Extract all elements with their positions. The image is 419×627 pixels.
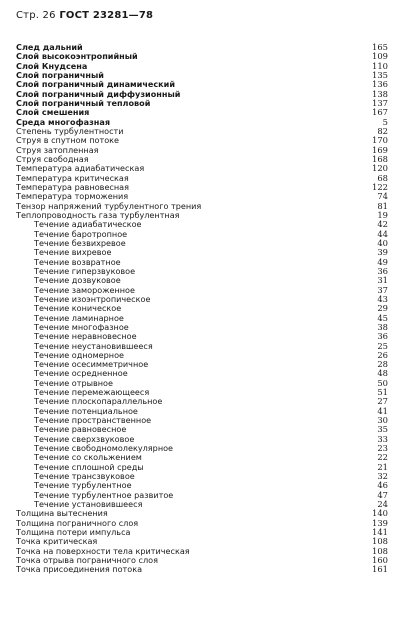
index-page-number: 170 [372, 135, 388, 146]
index-term: Течение адиабатическое [34, 219, 142, 230]
index-term: Струя затопленная [16, 144, 99, 155]
index-term: Слой пограничный тепловой [16, 97, 151, 108]
index-term: Течение перемежающееся [34, 387, 150, 398]
index-term: Слой пограничный [16, 69, 104, 80]
index-page-number: 68 [377, 172, 388, 183]
index-term: Течение безвихревое [34, 237, 126, 248]
index-page-number: 19 [377, 209, 388, 220]
index-term: Течение трансзвуковое [34, 471, 135, 482]
index-term: Течение свободномолекулярное [34, 443, 174, 454]
index-term: Слой пограничный диффузионный [16, 88, 181, 99]
index-page-number: 5 [382, 116, 388, 127]
index-term: Течение замороженное [34, 284, 135, 295]
index-page-number: 37 [377, 284, 388, 295]
index-page-number: 32 [377, 471, 388, 482]
index-page-number: 22 [377, 452, 388, 463]
index-page-number: 21 [377, 461, 388, 472]
index-term: Течение со скольжением [34, 452, 142, 463]
index-term: Теплопроводность газа турбулентная [16, 209, 180, 220]
index-page-number: 82 [377, 125, 388, 136]
index-term: Температура торможения [16, 191, 129, 202]
index-term: Течение ламинарное [34, 312, 124, 323]
index-term: Течение неустановившееся [34, 340, 153, 351]
index-term: Среда многофазная [16, 116, 111, 127]
index-term: Течение баротропное [34, 228, 128, 239]
index-page-number: 29 [377, 303, 388, 314]
index-page-number: 40 [377, 237, 388, 248]
index-page-number: 42 [377, 219, 388, 230]
index-term: Температура равновесная [16, 181, 130, 192]
index-page-number: 41 [377, 405, 388, 416]
index-term: Течение вихревое [34, 247, 112, 258]
index-term: Течение неравновесное [34, 331, 137, 342]
index-page-number: 160 [372, 555, 388, 566]
index-page-number: 50 [377, 377, 388, 388]
index-page-number: 108 [372, 545, 388, 556]
index-term: Течение потенциальное [34, 405, 138, 416]
index-term: Толщина пограничного слоя [16, 517, 139, 528]
index-page-number: 51 [377, 387, 388, 398]
index-term: Течение пространственное [34, 415, 152, 426]
page-header [16, 10, 153, 21]
page-number: Стр. 26 [16, 10, 56, 21]
index-entry [16, 565, 388, 574]
index-term: Тензор напряжений турбулентного трения [16, 200, 202, 211]
index-term: Течение гиперзвуковое [34, 265, 136, 276]
index-term: Слой Кнудсена [16, 60, 88, 71]
index-page-number: 108 [372, 536, 388, 547]
alphabetical-index [16, 43, 388, 575]
index-page-number: 38 [377, 321, 388, 332]
index-term: Степень турбулентности [16, 125, 124, 136]
index-page-number: 168 [372, 153, 388, 164]
index-page-number: 81 [377, 200, 388, 211]
index-term: Толщина вытеснения [16, 508, 108, 519]
index-page-number: 45 [377, 312, 388, 323]
index-term: Точка на поверхности тела критическая [16, 545, 190, 556]
index-term: Точка отрыва пограничного слоя [16, 555, 158, 566]
index-term: Точка критическая [16, 536, 98, 547]
index-page-number: 36 [377, 265, 388, 276]
index-page-number: 48 [377, 368, 388, 379]
index-page-number: 140 [372, 508, 388, 519]
index-page-number: 35 [377, 424, 388, 435]
index-term: Температура адиабатическая [16, 163, 145, 174]
index-page-number: 49 [377, 256, 388, 267]
index-term: Точка присоединения потока [16, 564, 143, 575]
index-page-number: 110 [372, 60, 388, 71]
index-term: Течение осесимметричное [34, 359, 149, 370]
index-term: Течение возвратное [34, 256, 121, 267]
index-term: Течение сплошной среды [34, 461, 144, 472]
index-page-number: 74 [377, 191, 388, 202]
index-term: Течение одномерное [34, 349, 125, 360]
index-page-number: 137 [372, 97, 388, 108]
index-page-number: 23 [377, 443, 388, 454]
index-page-number: 25 [377, 340, 388, 351]
index-page-number: 138 [372, 88, 388, 99]
index-page-number: 39 [377, 247, 388, 258]
index-page-number: 33 [377, 433, 388, 444]
index-term: Течение турбулентное [34, 480, 132, 491]
index-page-number: 136 [372, 79, 388, 90]
index-page-number: 122 [372, 181, 388, 192]
index-term: Течение отрывное [34, 377, 113, 388]
index-page-number: 26 [377, 349, 388, 360]
index-page-number: 47 [377, 489, 388, 500]
standard-code: ГОСТ 23281—78 [59, 10, 154, 21]
index-term: Течение изоэнтропическое [34, 293, 151, 304]
index-page-number: 169 [372, 144, 388, 155]
index-term: Течение плоскопараллельное [34, 396, 163, 407]
index-page-number: 31 [377, 275, 388, 286]
index-page-number: 27 [377, 396, 388, 407]
index-page-number: 24 [377, 499, 388, 510]
index-term: Течение осредненное [34, 368, 128, 379]
index-term: Течение установившееся [34, 499, 143, 510]
index-term: Слой пограничный динамический [16, 79, 176, 90]
index-page-number: 30 [377, 415, 388, 426]
index-page-number: 28 [377, 359, 388, 370]
index-term: Толщина потери импульса [16, 527, 131, 538]
index-term: Температура критическая [16, 172, 129, 183]
index-page-number: 44 [377, 228, 388, 239]
index-term: Струя в спутном потоке [16, 135, 120, 146]
index-term: Слой высокоэнтропийный [16, 51, 138, 62]
index-term: Слой смешения [16, 107, 90, 118]
index-term: Течение дозвуковое [34, 275, 121, 286]
index-page-number: 141 [372, 527, 388, 538]
index-page-number: 36 [377, 331, 388, 342]
index-page-number: 161 [372, 564, 388, 575]
index-term: След дальний [16, 42, 83, 52]
index-page-number: 43 [377, 293, 388, 304]
index-term: Течение равновесное [34, 424, 127, 435]
index-page-number: 46 [377, 480, 388, 491]
index-term: Течение коническое [34, 303, 122, 314]
index-term: Течение турбулентное развитое [34, 489, 174, 500]
index-page-number: 135 [372, 69, 388, 80]
index-term: Течение многофазное [34, 321, 129, 332]
index-page-number: 109 [372, 51, 388, 62]
index-page-number: 167 [372, 107, 388, 118]
index-page-number: 165 [372, 42, 388, 52]
index-page-number: 120 [372, 163, 388, 174]
index-page-number: 139 [372, 517, 388, 528]
index-term: Течение сверхзвуковое [34, 433, 135, 444]
index-term: Струя свободная [16, 153, 89, 164]
